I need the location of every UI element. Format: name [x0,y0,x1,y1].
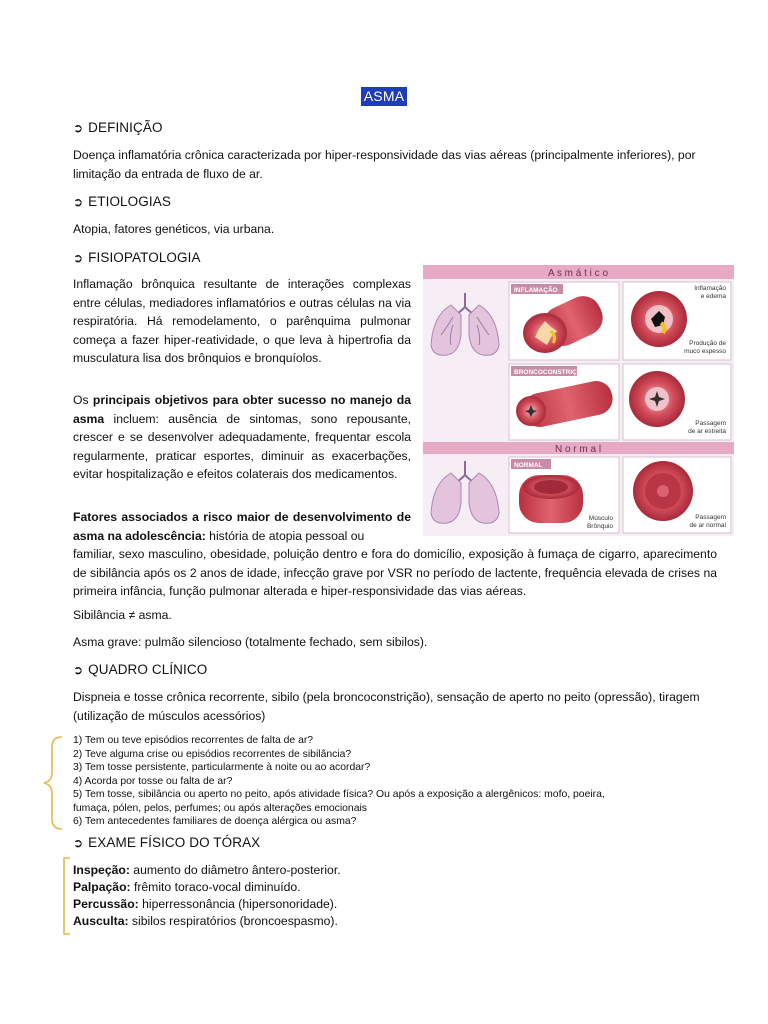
panel-inflamacao-edema [623,282,731,360]
exam-item-palpacao: Palpação: frêmito toraco-vocal diminuído. [73,880,301,894]
question-item: 5) Tem tosse, sibilância ou aperto no peito, após atividade física? Ou após a exposição a alergênicos: mofo, poeira, [73,789,605,800]
panel-passagem-estreita [623,364,731,440]
panel-broncoconstricao [509,364,619,440]
section-heading-exame-fisico: ➲ EXAME FÍSICO DO TÓRAX [73,835,261,850]
panel-inflamacao [509,282,619,360]
definicao-text: Doença inflamatória crônica caracterizada por hiper-responsividade das vias aéreas (principalmente inferiores), por limitação da entrada de fluxo de ar. [73,148,696,181]
section-heading-definicao: ➲ DEFINIÇÃO [73,120,163,135]
asthma-bronchi-illustration [423,265,734,536]
question-item: 4) Acorda por tosse ou falta de ar? [73,775,233,787]
svg-text:e edema: e edema [700,293,726,300]
svg-text:Passagem: Passagem [695,420,726,427]
section-heading-fisiopatologia: ➲ FISIOPATOLOGIA [73,250,201,265]
etiologias-text: Atopia, fatores genéticos, via urbana. [73,222,275,236]
fisiopatologia-paragraph-1: Inflamação brônquica resultante de interações complexas entre células, mediadores inflamatórios e outras células na via respiratória. Há remodelamento, o parênquima pulmonar começa a fazer hiper-reatividade, o que leva à hipertrofia da musculatura lisa dos brônquios e bronquíolos. [73,277,411,365]
svg-text:INFLAMAÇÃO: INFLAMAÇÃO [514,287,558,294]
question-item: 6) Tem antecedentes familiares de doença alérgica ou asma? [73,816,357,827]
fisiopatologia-paragraph-3-head: Fatores associados a risco maior de desenvolvimento de asma na adolescência: história de atopia pessoal ou [73,510,411,543]
exam-bracket-icon [58,856,74,936]
svg-text:Brônquio: Brônquio [586,523,613,530]
document-title: ASMA [361,87,407,106]
svg-text:N o r m a l: N o r m a l [554,444,602,455]
question-item: 2) Teve alguma crise ou episódios recorrentes de sibilância? [73,748,352,760]
exam-item-ausculta: Ausculta: sibilos respiratórios (broncoespasmo). [73,914,338,928]
questions-brace-icon [36,735,66,831]
arrow-bullet-icon: ➲ [73,836,84,850]
svg-text:de ar normal: de ar normal [689,522,726,529]
exam-item-inspecao: Inspeção: aumento do diâmetro ântero-posterior. [73,863,341,877]
svg-text:Inflamação: Inflamação [694,285,726,292]
question-item: 1) Tem ou teve episódios recorrentes de falta de ar? [73,735,314,746]
svg-text:muco espesso: muco espesso [684,348,726,355]
svg-text:NORMAL: NORMAL [514,462,543,469]
svg-text:A s m á t i c o: A s m á t i c o [547,268,609,279]
svg-text:BRONCOCONSTRIÇÃO: BRONCOCONSTRIÇÃO [514,369,587,376]
sibilancia-note: Sibilância ≠ asma. [73,608,172,622]
svg-text:de ar estreita: de ar estreita [688,428,726,435]
question-item: fumaça, pólen, pelos, perfumes; ou após alterações emocionais [73,802,367,814]
asma-grave-note: Asma grave: pulmão silencioso (totalmente fechado, sem sibilos). [73,635,428,649]
section-heading-etiologias: ➲ ETIOLOGIAS [73,194,171,209]
panel-passagem-normal [623,457,731,533]
panel-normal [509,457,619,533]
fisiopatologia-paragraph-3-body: familiar, sexo masculino, obesidade, poluição dentro e fora do domicílio, exposição à fumaça de cigarro, aparecimento de sibilância após os 2 anos de idade, infecção grave por VSR no período de lactente, frequência elevada de crises na primeira infância, função pulmonar alterada e hiper-responsividade das vias aéreas. [73,547,717,598]
arrow-bullet-icon: ➲ [73,251,84,265]
arrow-bullet-icon: ➲ [73,121,84,135]
screening-questions-list [73,734,713,829]
svg-text:Produção de: Produção de [689,340,726,347]
exame-fisico-list [73,862,341,930]
svg-text:Passagem: Passagem [695,514,726,521]
svg-text:Músculo: Músculo [588,515,613,522]
arrow-bullet-icon: ➲ [73,195,84,209]
quadro-clinico-text: Dispneia e tosse crônica recorrente, sibilo (pela broncoconstrição), sensação de aperto no peito (opressão), tiragem (utilização de músculos acessórios) [73,690,700,723]
exam-item-percussao: Percussão: hiperressonância (hipersonoridade). [73,897,338,911]
question-item: 3) Tem tosse persistente, particularmente à noite ou ao acordar? [73,762,371,773]
fisiopatologia-paragraph-2: Os principais objetivos para obter sucesso no manejo da asma incluem: ausência de sintomas, sono repousante, crescer e se desenvolver adequadamente, frequentar escola regularmente, praticar esportes, diminuir as exacerbações, evitar hospitalização e efeitos colaterais dos medicamentos. [73,393,411,481]
arrow-bullet-icon: ➲ [73,663,84,677]
section-heading-quadro-clinico: ➲ QUADRO CLÍNICO [73,662,208,677]
